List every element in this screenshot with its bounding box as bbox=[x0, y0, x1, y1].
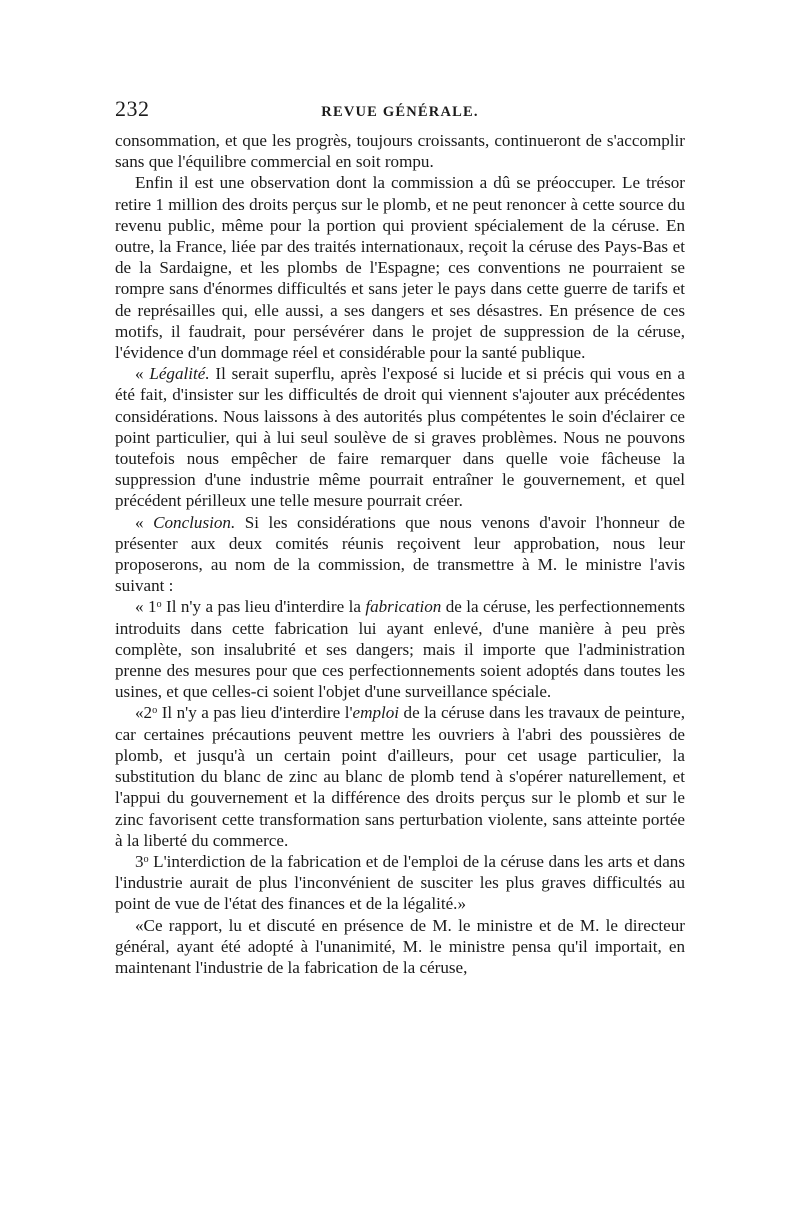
paragraph-text: Il n'y a pas lieu d'interdire l' bbox=[157, 703, 353, 723]
paragraph-text: L'interdiction de la fabrication et de l'emploi de la céruse dans les arts et dans l'industrie aurait de plus l'inconvénient de susciter les plus graves difficultés au point de vue de l'état des finances et de la légalité.» bbox=[115, 851, 685, 914]
emphasis-fabrication: fabrication bbox=[365, 597, 442, 617]
paragraph-text: Si les considérations que nous venons d'avoir l'honneur de présenter aux deux comités réunis reçoivent leur approbation, nous leur proposerons, au nom de la commission, de transmettre à M. le ministre l'avis suivant : bbox=[115, 512, 685, 596]
paragraph-conclusion bbox=[115, 512, 685, 597]
paragraph-legalite bbox=[115, 363, 685, 511]
paragraph-text: de la céruse dans les travaux de peinture, car certaines précautions peuvent mettre les ouvriers à l'abri des poussières de plomb, et jusqu'à un certain point d'ailleurs, pour cet usage particulier, la substitution du blanc de zinc au blanc de plomb tend à s'opérer naturellement, et l'appui du gouvernement et la différence des droits perçus sur le plomb et sur le zinc favorisent cette transformation sans perturbation violente, sans atteinte portée à la liberté du commerce. bbox=[115, 703, 685, 850]
paragraph-text: Il n'y a pas lieu d'interdire la bbox=[161, 597, 366, 617]
page-header bbox=[115, 96, 685, 130]
point-number: «2 bbox=[135, 703, 153, 723]
quote-mark: « bbox=[135, 364, 150, 384]
emphasis-emploi: emploi bbox=[352, 703, 400, 723]
point-number: « 1 bbox=[135, 597, 157, 617]
paragraph-point-2 bbox=[115, 702, 685, 850]
running-title: REVUE GÉNÉRALE. bbox=[321, 104, 479, 120]
point-number: 3 bbox=[135, 851, 144, 871]
paragraph-text: Il serait superflu, après l'exposé si lucide et si précis qui vous en a été fait, d'insister sur les difficultés de droit qui viennent s'ajouter aux précédentes considérations. Nous laissons à des autorités plus compétentes le soin d'éclairer ce point particulier, qui à lui seul soulève de si graves problèmes. Nous ne pouvons toutefois nous empêcher de faire remarquer dans quelle voie fâcheuse la suppression d'une industrie même pourrait entraîner le gouvernement, et quel précédent périlleux une telle mesure pourrait créer. bbox=[115, 364, 685, 511]
paragraph-treasury: Enfin il est une observation dont la commission a dû se préoccuper. Le trésor retire 1 million des droits perçus sur le plomb, et ne peut renoncer à cette source du revenu public, même pour la portion qui provient spécialement de la céruse. En outre, la France, liée par des traités internationaux, reçoit la céruse des Pays-Bas et de la Sardaigne, et les plombs de l'Espagne; ces conventions ne pourraient se rompre sans d'énormes difficultés et sans jeter le pays dans cette guerre de tarifs et de représailles qui, elle aussi, a ses dangers et ses désastres. En présence de ces motifs, il faudrait, pour persévérer dans le projet de suppression de la céruse, l'évidence d'un dommage réel et considérable pour la santé publique. bbox=[115, 173, 685, 363]
quote-mark: « bbox=[135, 512, 154, 532]
paragraph-point-1 bbox=[115, 596, 685, 702]
paragraph-continuation: consommation, et que les progrès, toujours croissants, continueront de s'accomplir sans que l'équilibre commercial en soit rompu. bbox=[115, 131, 685, 172]
paragraph-report: «Ce rapport, lu et discuté en présence de M. le ministre et de M. le directeur général, ayant été adopté à l'unanimité, M. le ministre pensa qu'il importait, en maintenant l'industrie de la fabrication de la céruse, bbox=[115, 915, 685, 977]
section-heading-legalite: Légalité. bbox=[149, 364, 210, 384]
paragraph-text: de la céruse, les perfectionnements introduits dans cette fabrication lui ayant enlevé, d'une manière à peu près complète, son insalubrité et ses dangers; mais il importe que l'administration prenne des mesures pour que ces perfectionnements soient adoptés dans toutes les usines, et que celles-ci soient l'objet d'une surveillance spéciale. bbox=[115, 597, 685, 702]
page-number: 232 bbox=[115, 96, 150, 121]
ordinal-mark: o bbox=[156, 599, 162, 611]
section-heading-conclusion: Conclusion. bbox=[153, 512, 236, 532]
ordinal-mark: o bbox=[152, 705, 158, 717]
page bbox=[115, 96, 685, 978]
ordinal-mark: o bbox=[143, 853, 149, 865]
body-text bbox=[115, 130, 685, 978]
paragraph-point-3 bbox=[115, 851, 685, 915]
